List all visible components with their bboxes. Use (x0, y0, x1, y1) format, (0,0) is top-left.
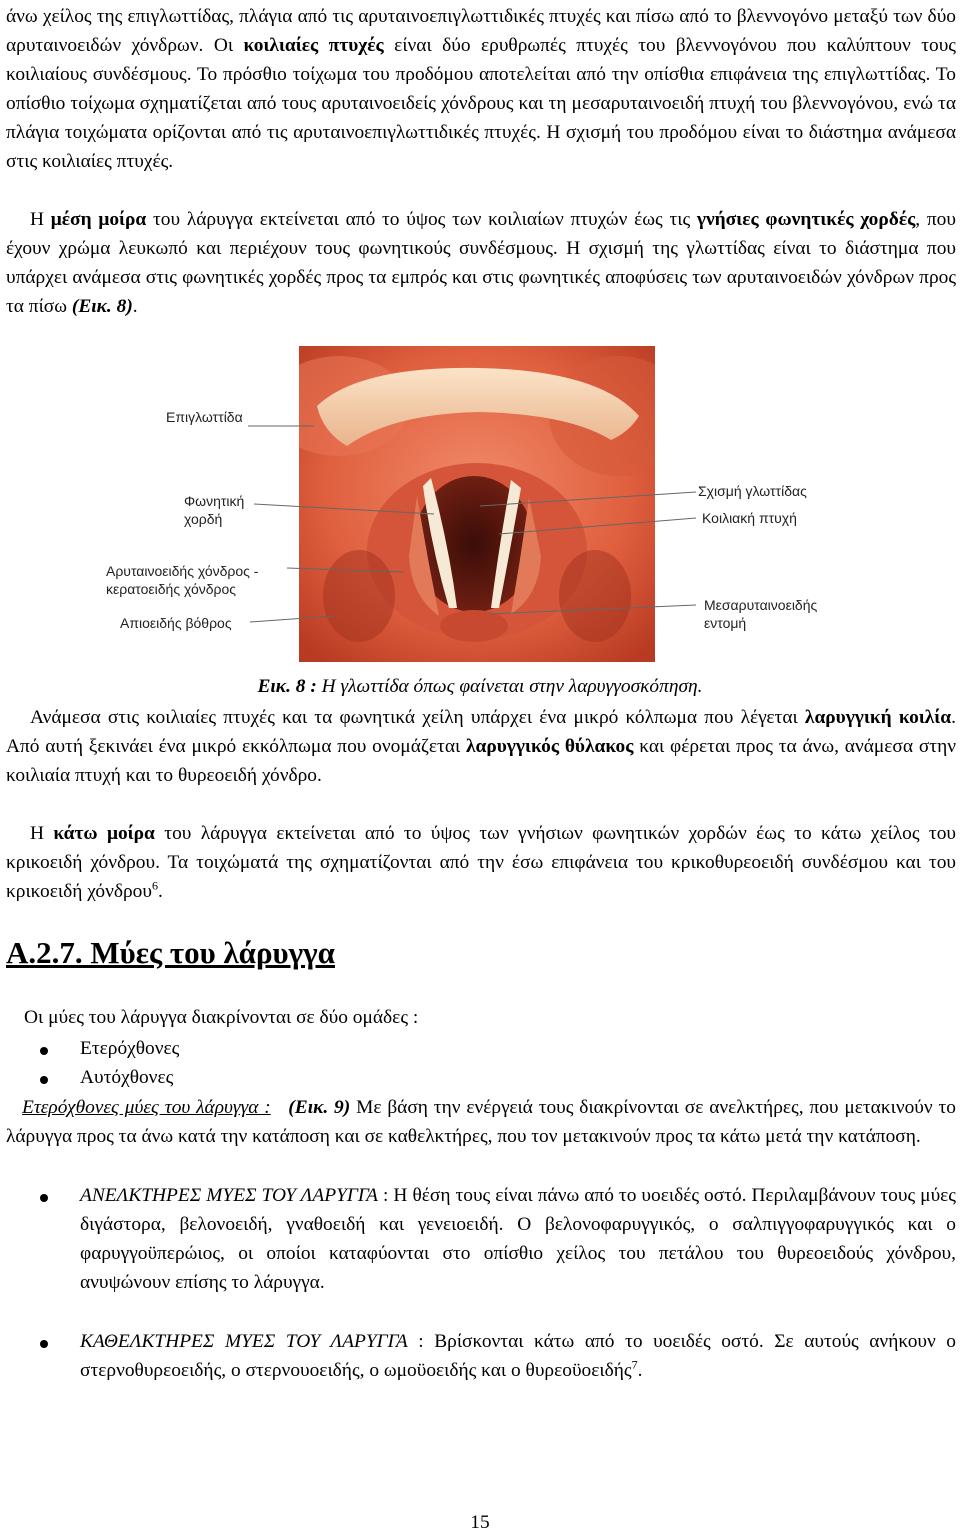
page-number: 15 (470, 1512, 490, 1533)
muscle-groups-list (0, 1034, 960, 1092)
bullet-icon (40, 1047, 48, 1055)
label-pyriform-fossa: Απιοειδής βόθρος (120, 615, 232, 631)
footnote-ref-6: 6 (151, 878, 158, 893)
list-item: Ετερόχθονες (0, 1034, 960, 1063)
label-vocal-cord-line1: Φωνητική (184, 493, 245, 509)
term-laryngeal-saccule: λαρυγγικός θύλακος (466, 736, 634, 757)
muscles-intro: Οι μύες του λάρυγγα διακρίνονται σε δύο ομάδες : (24, 1007, 419, 1028)
label-interarytenoid-line1: Μεσαρυταινοειδής (704, 597, 818, 613)
caption-text: Η γλωττίδα όπως φαίνεται στην λαρυγγοσκόπηση. (316, 676, 703, 697)
term-true-vocal-cords: γνήσιες φωνητικές χορδές (696, 209, 916, 230)
paragraph-vestibule: άνω χείλος της επιγλωττίδας, πλάγια από τις αρυταινοεπιγλωττιδικές πτυχές και πίσω από το βλεννογόνο μεταξύ των δύο αρυταινοειδών χόνδρων. Οι κοιλιαίες πτυχές είναι δύο ερυθρωπές πτυχές του βλεννογόνου που καλύπτουν τους κοιλιαίους συνδέσμους. Το πρόσθιο τοίχωμα του προδόμου αποτελείται από την οπίσθια επιφάνεια της επιγλωττίδας. Το οπίσθιο τοίχωμα σχηματίζεται από τους αρυταινοειδείς χόνδρους και τη μεσαρυταινοειδή πτυχή του βλεννογόνου, ενώ τα πλάγια τοιχώματα ορίζονται από τις αρυταινοεπιγλωττιδικές πτυχές. Η σχισμή του προδόμου είναι το διάστημα ανάμεσα στις κοιλιαίες πτυχές. (6, 6, 956, 172)
term-ventricular-folds: κοιλιαίες πτυχές (243, 35, 384, 56)
term-laryngeal-ventricle: λαρυγγική κοιλία (804, 707, 952, 728)
extrinsic-muscles-label: Ετερόχθονες μύες του λάρυγγα : (22, 1097, 271, 1118)
list-item-elevators: ΑΝΕΛΚΤΗΡΕΣ ΜΥΕΣ ΤΟΥ ΛΑΡΥΓΓΑ : Η θέση τους είναι πάνω από το υοειδές οστό. Περιλαμβάνουν τους μύες διγάστορα, βελονοειδή, γναθοειδή και γενειοειδή. Ο βελονοφαρυγγικός, ο σαλπιγγοφαρυγγικός και ο φαρυγγοϋπερώιος, οι οποίοι καταφύονται στο οπίσθιο χείλος του πετάλου του θυρεοειδούς χόνδρου, ανυψώνουν επίσης το λάρυγγα. (0, 1181, 960, 1297)
label-vocal-cord-line2: χορδή (184, 511, 223, 527)
elevators-label: ΑΝΕΛΚΤΗΡΕΣ ΜΥΕΣ ΤΟΥ ΛΑΡΥΓΓΑ (80, 1185, 379, 1206)
figure-reference: (Εικ. 8) (71, 296, 133, 317)
figure9-reference: (Εικ. 9) (288, 1097, 351, 1118)
list-item: Αυτόχθονες (0, 1063, 960, 1092)
label-arytenoid-line2: κερατοειδής χόνδρος (106, 581, 237, 597)
label-arytenoid-line1: Αρυταινοειδής χόνδρος - (106, 563, 259, 579)
label-glottis: Σχισμή γλωττίδας (698, 483, 807, 499)
depressors-label: ΚΑΘΕΛΚΤΗΡΕΣ ΜΥΕΣ ΤΟΥ ΛΑΡΥΓΓΑ (80, 1331, 408, 1352)
paragraph-lower-part: Η κάτω μοίρα του λάρυγγα εκτείνεται από το ύψος των γνήσιων φωνητικών χορδών έως το κάτω χείλος του κρικοειδή χόνδρου. Τα τοιχώματά της σχηματίζονται από την έσω επιφάνεια του κρικοθυρεοειδή συνδέσμου και του κρικοειδή χόνδρου$^6$. (6, 823, 957, 902)
section-heading: Α.2.7. Μύες του λάρυγγα (6, 935, 335, 970)
paragraph-extrinsic-muscles: Ετερόχθονες μύες του λάρυγγα : (Εικ. 9) Με βάση την ενέργειά τους διακρίνονται σε ανελκτήρες, που μετακινούν το λάρυγγα προς τα άνω κατά την κατάποση και σε καθελκτήρες, που τον μετακινούν προς τα κάτω μετά την κατάποση. (6, 1097, 956, 1147)
bullet-icon (40, 1194, 48, 1202)
label-ventricular-fold: Κοιλιακή πτυχή (702, 510, 797, 526)
label-epiglottis: Επιγλωττίδα (166, 409, 243, 425)
bullet-icon (40, 1340, 48, 1348)
label-interarytenoid-line2: εντομή (704, 615, 747, 631)
term-lower-part: κάτω μοίρα (53, 823, 155, 844)
laryngoscopy-figure (104, 346, 860, 668)
paragraph-middle-part: Η μέση μοίρα του λάρυγγα εκτείνεται από το ύψος των κοιλιαίων πτυχών έως τις γνήσιες φωνητικές χορδές, που έχουν χρώμα λευκωπό και περιέχουν τους φωνητικούς συνδέσμους. Η σχισμή της γλωττίδας είναι το διάστημα που υπάρχει ανάμεσα στις φωνητικές χορδές προς τα εμπρός και στις φωνητικές αποφύσεις των αρυταινοειδών χόνδρων προς τα πίσω (Εικ. 8). (6, 209, 956, 317)
term-middle-part: μέση μοίρα (50, 209, 147, 230)
footnote-ref-7: 7 (631, 1357, 638, 1372)
figure-caption (0, 676, 960, 698)
bullet-icon (40, 1076, 48, 1084)
list-item-depressors: ΚΑΘΕΛΚΤΗΡΕΣ ΜΥΕΣ ΤΟΥ ΛΑΡΥΓΓΑ : Βρίσκονται κάτω από το υοειδές οστό. Σε αυτούς ανήκουν ο στερνοθυρεοειδής, ο στερνουοειδής, ο ωμοϋοειδής και ο θυρεοϋοειδής$^7$. (0, 1327, 960, 1385)
paragraph-laryngeal-ventricle: Ανάμεσα στις κοιλιαίες πτυχές και τα φωνητικά χείλη υπάρχει ένα μικρό κόλπωμα που λέγεται λαρυγγική κοιλία. Από αυτή ξεκινάει ένα μικρό εκκόλπωμα που ονομάζεται λαρυγγικός θύλακος και φέρεται προς τα άνω, ανάμεσα στην κοιλιαία πτυχή και το θυρεοειδή χόνδρο. (6, 707, 956, 786)
caption-label: Εικ. 8 : (257, 676, 317, 697)
